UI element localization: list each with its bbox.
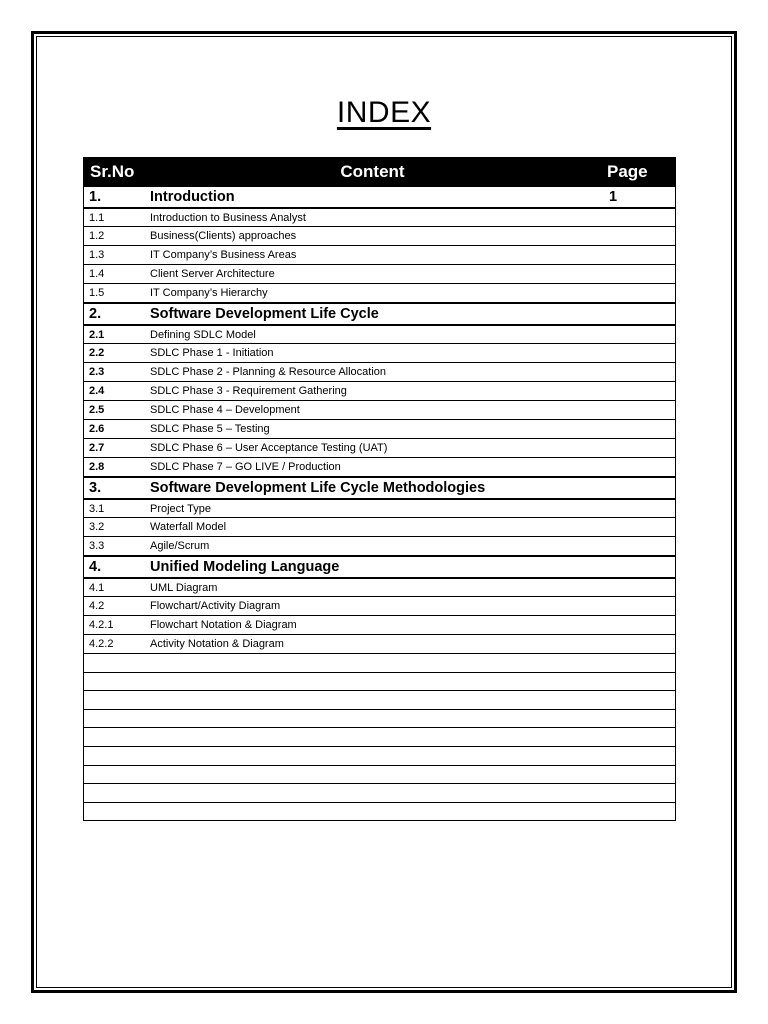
row-number: 3.1 (89, 502, 105, 515)
row-content: Introduction (150, 189, 235, 205)
table-row (84, 438, 675, 457)
row-content: Activity Notation & Diagram (150, 638, 284, 650)
row-content: SDLC Phase 4 – Development (150, 404, 300, 416)
table-row (84, 536, 675, 555)
row-number: 1.5 (89, 287, 105, 299)
page-title: INDEX (336, 96, 432, 129)
row-number: 4.2 (89, 600, 105, 612)
table-row (84, 400, 675, 419)
table-header (84, 158, 675, 185)
table-row (84, 615, 675, 634)
row-content: Waterfall Model (150, 521, 227, 533)
empty-row (84, 746, 675, 765)
row-content: Business(Clients) approaches (150, 230, 297, 242)
table-row (84, 343, 675, 362)
empty-row (84, 672, 675, 691)
row-content: IT Company’s Business Areas (150, 249, 297, 261)
table-row (84, 381, 675, 400)
row-number: 1.1 (89, 211, 105, 224)
empty-row (84, 783, 675, 802)
empty-row (84, 727, 675, 746)
empty-row (84, 690, 675, 709)
row-content: SDLC Phase 2 - Planning & Resource Allocation (150, 366, 387, 378)
row-page: 1 (609, 189, 618, 205)
table-row (84, 419, 675, 438)
empty-row (84, 709, 675, 728)
table-row (84, 264, 675, 283)
row-content: IT Company’s Hierarchy (150, 287, 268, 299)
table-row (84, 362, 675, 381)
row-number: 1. (89, 189, 102, 205)
table-row (84, 245, 675, 264)
section-row (84, 555, 675, 577)
table-body (84, 185, 675, 820)
row-content: Unified Modeling Language (150, 559, 340, 575)
table-row (84, 634, 675, 653)
row-content: SDLC Phase 3 - Requirement Gathering (150, 385, 347, 397)
header-page: Page (607, 161, 648, 181)
row-content: UML Diagram (150, 581, 218, 594)
row-number: 4.2.1 (89, 619, 114, 631)
empty-row (84, 802, 675, 821)
table-row (84, 577, 675, 596)
row-content: SDLC Phase 6 – User Acceptance Testing (UAT) (150, 442, 388, 454)
row-content: Introduction to Business Analyst (150, 211, 306, 224)
section-row (84, 185, 675, 207)
table-row (84, 207, 675, 226)
section-row (84, 476, 675, 498)
table-row (84, 283, 675, 302)
row-content: SDLC Phase 7 – GO LIVE / Production (150, 461, 341, 473)
empty-row (84, 653, 675, 672)
index-table (83, 157, 676, 821)
header-srno: Sr.No (90, 161, 135, 181)
row-content: Client Server Architecture (150, 268, 275, 280)
row-number: 2.6 (89, 423, 105, 435)
table-row (84, 457, 675, 476)
row-content: Project Type (150, 502, 211, 515)
row-number: 1.3 (89, 249, 105, 261)
row-number: 2.1 (89, 328, 105, 341)
row-number: 2.3 (89, 366, 105, 378)
table-row (84, 517, 675, 536)
row-content: Flowchart Notation & Diagram (150, 619, 297, 631)
row-content: Software Development Life Cycle (150, 306, 379, 322)
row-number: 4.2.2 (89, 638, 114, 650)
row-number: 2.2 (89, 347, 105, 359)
row-content: Agile/Scrum (150, 540, 210, 552)
section-row (84, 302, 675, 324)
empty-row (84, 765, 675, 784)
header-content: Content (340, 161, 405, 181)
row-content: SDLC Phase 5 – Testing (150, 423, 270, 435)
row-number: 2.8 (89, 461, 105, 473)
row-number: 3.3 (89, 540, 105, 552)
row-content: Flowchart/Activity Diagram (150, 600, 281, 612)
table-row (84, 498, 675, 517)
row-number: 3. (89, 480, 102, 496)
row-number: 2.7 (89, 442, 105, 454)
row-number: 4.1 (89, 581, 105, 594)
row-number: 3.2 (89, 521, 105, 533)
table-row (84, 596, 675, 615)
table-row (84, 324, 675, 343)
table-row (84, 226, 675, 245)
row-number: 2. (89, 306, 102, 322)
row-content: SDLC Phase 1 - Initiation (150, 347, 274, 359)
row-number: 2.5 (89, 404, 105, 416)
row-number: 1.4 (89, 268, 105, 280)
row-number: 4. (89, 559, 102, 575)
row-number: 2.4 (89, 385, 105, 397)
row-number: 1.2 (89, 230, 105, 242)
row-content: Software Development Life Cycle Methodologies (150, 480, 486, 496)
row-content: Defining SDLC Model (150, 328, 256, 341)
